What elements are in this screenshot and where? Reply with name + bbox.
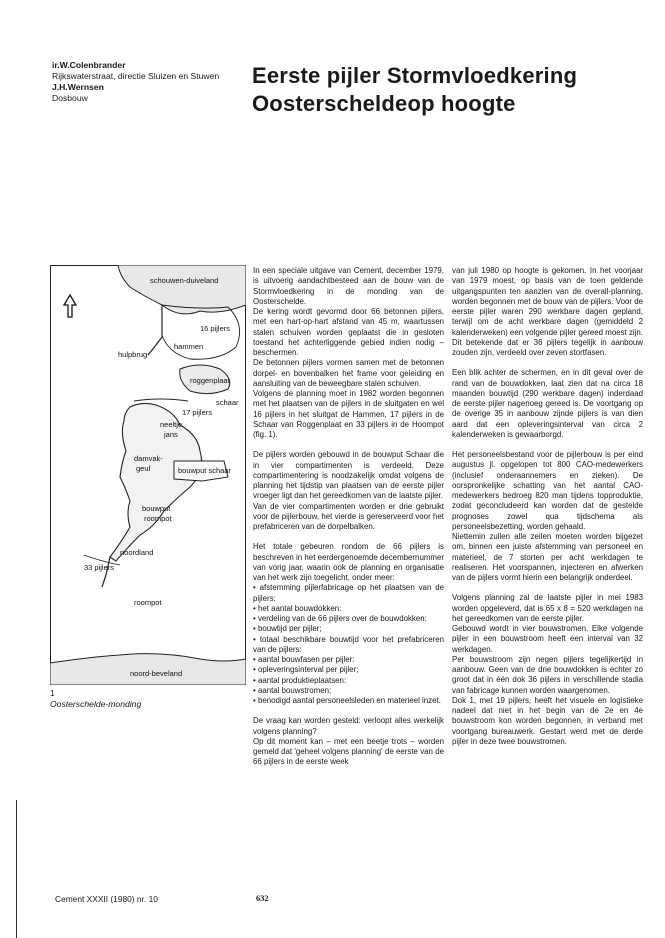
list-item: • benodigd aantal personeelsleden en materieel inzet. [253, 696, 441, 705]
list-item: • aantal bouwfasen per pijler: [253, 655, 355, 664]
label-geul: geul [136, 464, 151, 473]
label-hammen: hammen [174, 342, 204, 351]
label-noord-beveland: noord-beveland [130, 669, 183, 678]
label-17-pijlers: 17 pijlers [182, 408, 213, 417]
author-name-2: J.H.Wernsen [52, 82, 104, 92]
label-bouwput: bouwput [142, 504, 171, 513]
list-item: • afstemming pijlerfabricage op het plaatsen van de pijlers: [253, 583, 444, 603]
dam-schaar [134, 399, 188, 401]
paragraph: Per bouwstroom zijn negen pijlers tegelijkertijd in aanbouw. Geen van de drie bouwdokken is echter zo groot dat in één dok 36 pijlers in verschillende stadia van fabricage kunnen worden waargenomen. [452, 654, 643, 695]
list-item: • verdeling van de 66 pijlers over de bouwdokken: [253, 614, 427, 623]
paragraph: Van de vier compartimenten worden er drie gebruikt voor de pijlerbouw, het vierde is gereserveerd voor het prefabriceren van de dorpelbalken. [253, 501, 444, 531]
list-item: • bouwtijd per pijler; [253, 624, 322, 634]
list-item: • aantal bouwstromen; [253, 685, 332, 695]
figure-caption-text: Oosterschelde-monding [50, 699, 142, 709]
text-column-1 [253, 266, 444, 778]
list-item: • het aantal bouwdokken: [253, 603, 342, 613]
text-column-2 [452, 266, 643, 757]
page-number: 632 [256, 894, 269, 903]
paragraph: Volgens de planning moet in 1982 worden begonnen met het plaatsen van de pijlers in de sluitgaten en wel 16 pijlers in het sluitgat de Hammen, 17 pijlers in de Schaar van Roggenplaat en 33 pijlers in de Hoompot (fig. 1). [253, 389, 444, 439]
figure-number: 1 [50, 688, 55, 698]
author-name-1: ir.W.Colenbrander [52, 60, 126, 70]
paragraph: In een speciale uitgave van Cement, december 1979, is uitvoerig aandachtbesteed aan de bouw van de Stormvloedkering in de monding van de Oosterschelde. [253, 266, 444, 306]
label-16-pijlers: 16 pijlers [200, 324, 231, 333]
list-item: • totaal beschikbare bouwtijd voor het prefabriceren van de pijlers: [253, 634, 444, 654]
label-schouwen: schouwen-duiveland [150, 276, 219, 285]
author-affiliation-1: Rijkswaterstraat, directie Sluizen en Stuwen [52, 71, 220, 81]
paragraph: Het totale gebeuren rondom de 66 pijlers is beschreven in het eerdergenoemde decembernummer van vorig jaar, waarin ook de planning en organisatie van het werk zijn toegelicht, onder meer: [253, 542, 444, 582]
paragraph: Een blik achter de schermen, en in dit geval over de rand van de bouwdokken, laat zien dat na circa 18 maanden bouwtijd (290 werkbare dagen) inderdaad de eerste pijler nagenoeg gereed is. De voortgang op de overige 35 in aanbouw zijnde pijlers is van dien aard dat een opleveringsinterval van circa 2 kalenderweken is gewaarborgd. [452, 368, 643, 439]
list-item: • opleveringsinterval per pijler; [253, 665, 359, 675]
author-affiliation-2: Dosbouw [52, 93, 88, 103]
paragraph: Het personeelsbestand voor de pijlerbouw is per eind augustus jl. opgelopen tot 800 CAO-medewerkers (inclusief onderaannemers en zieken). De oorspronkelijke schatting van het aantal CAO-medewerkers bedroeg 820 man tijdens topproduktie, zodat geconcludeerd kan worden dat de gestelde prognoses zowel qua tijdschema als personeelsbezetting, worden gehaald. [452, 450, 643, 531]
margin-rule [16, 800, 17, 938]
label-schaar: schaar [216, 398, 239, 407]
article-title-line-2: Oosterscheldeop hoogte [252, 91, 516, 116]
footer-journal: Cement XXXII (1980) nr. 10 [55, 894, 158, 904]
list-item: • aantal produktieplaatsen: [253, 675, 347, 685]
paragraph: Op dit moment kan – met een beetje trots – worden gemeld dat 'geheel volgens planning' de eerste van de 66 pijlers in de eerste week [253, 736, 444, 767]
label-jans: jans [164, 430, 178, 439]
oosterschelde-map [50, 265, 246, 685]
label-roompot: roompot [134, 598, 162, 607]
dam-hammen [148, 305, 162, 355]
paragraph: Dok 1, met 19 pijlers, heeft het visuele en logistieke nadeel dat niet in het begin van de 2e en 4e bouwstroom kon worden begonnen, in verband met voortgang bureauwerk. Gestart werd met de derde pijler in deze twee bouwstromen. [452, 695, 643, 746]
label-roggenplaat: roggenplaat [190, 376, 230, 385]
island-neeltje-jans [110, 403, 202, 561]
paragraph: van juli 1980 op hoogte is gekomen. In het voorjaar van 1979 moest, op basis van de toen geldende uitgangspunten ten aanzien van de overall-planning, worden begonnen met de bouw van de pijlers. Voor de eerste pijler waren 290 werkbare dagen gepland, terwijl om de acht werkbare dagen (gemiddeld 2 kalenderweken) een volgende pijler gereed moest zijn. Dit betekende dat er 36 pijlers tegelijk in aanbouw zouden zijn, verdeeld over zeven stortfasen. [452, 266, 643, 357]
label-roompot-bouwput: roompot [144, 514, 172, 523]
paragraph: De vraag kan worden gesteld: verloopt alles werkelijk volgens planning? [253, 716, 444, 736]
paragraph: Gebouwd wordt in vier bouwstromen. Elke volgende pijler in een bouwstroom heeft een interval van 32 werkdagen. [452, 624, 643, 654]
paragraph: De betonnen pijlers vormen samen met de betonnen dorpel- en bovenbalken het frame voor geleiding en aansluiting van de beweegbare stalen schuiven. [253, 358, 444, 388]
island-schouwen-duiveland [118, 265, 246, 314]
label-bouwput-schaar: bouwput schaar [178, 466, 231, 475]
article-title-line-1: Eerste pijler Stormvloedkering [252, 63, 578, 88]
paragraph: De pijlers worden gebouwd in de bouwput Schaar die in vier compartimenten is verdeeld. Deze compartimentering is noodzakelijk omdat volgens de planning het tijdstip van plaatsen van de eerste pijler vroeger ligt dan het gereedkomen van de laatste pijler. [253, 450, 444, 501]
author-block [52, 60, 242, 104]
article-title [252, 62, 652, 118]
paragraph: De kering wordt gevormd door 66 betonnen pijlers, met een hart-op-hart afstand van 45 m, waartussen stalen schuiven worden geplaatst die in gesloten toestand het achterliggende gebied indien nodig – beschermen. [253, 307, 444, 357]
label-noordland: noordland [120, 548, 154, 557]
label-neeltje: neeltje [160, 420, 183, 429]
north-arrow-icon [64, 295, 76, 317]
label-33-pijlers: 33 pijlers [84, 563, 115, 572]
paragraph: Niettemin zullen alle zeilen moeten worden bijgezet om, binnen een juiste afstemming van personeel en materieel, de 7 storten per acht werkdagen te realiseren. Het voorspannen, injecteren en afwerken van de pijlers vormt hierin een belangrijk onderdeel. [452, 532, 643, 582]
label-damvak: damvak- [134, 454, 163, 463]
label-hulpbrug: hulpbrug [118, 350, 148, 359]
figure-caption [50, 688, 141, 710]
paragraph: Volgens planning zal de laatste pijler in mei 1983 worden opgeleverd, dat is 65 x 8 = 520 werkdagen na het gereedkomen van de eerste pijler. [452, 593, 643, 623]
